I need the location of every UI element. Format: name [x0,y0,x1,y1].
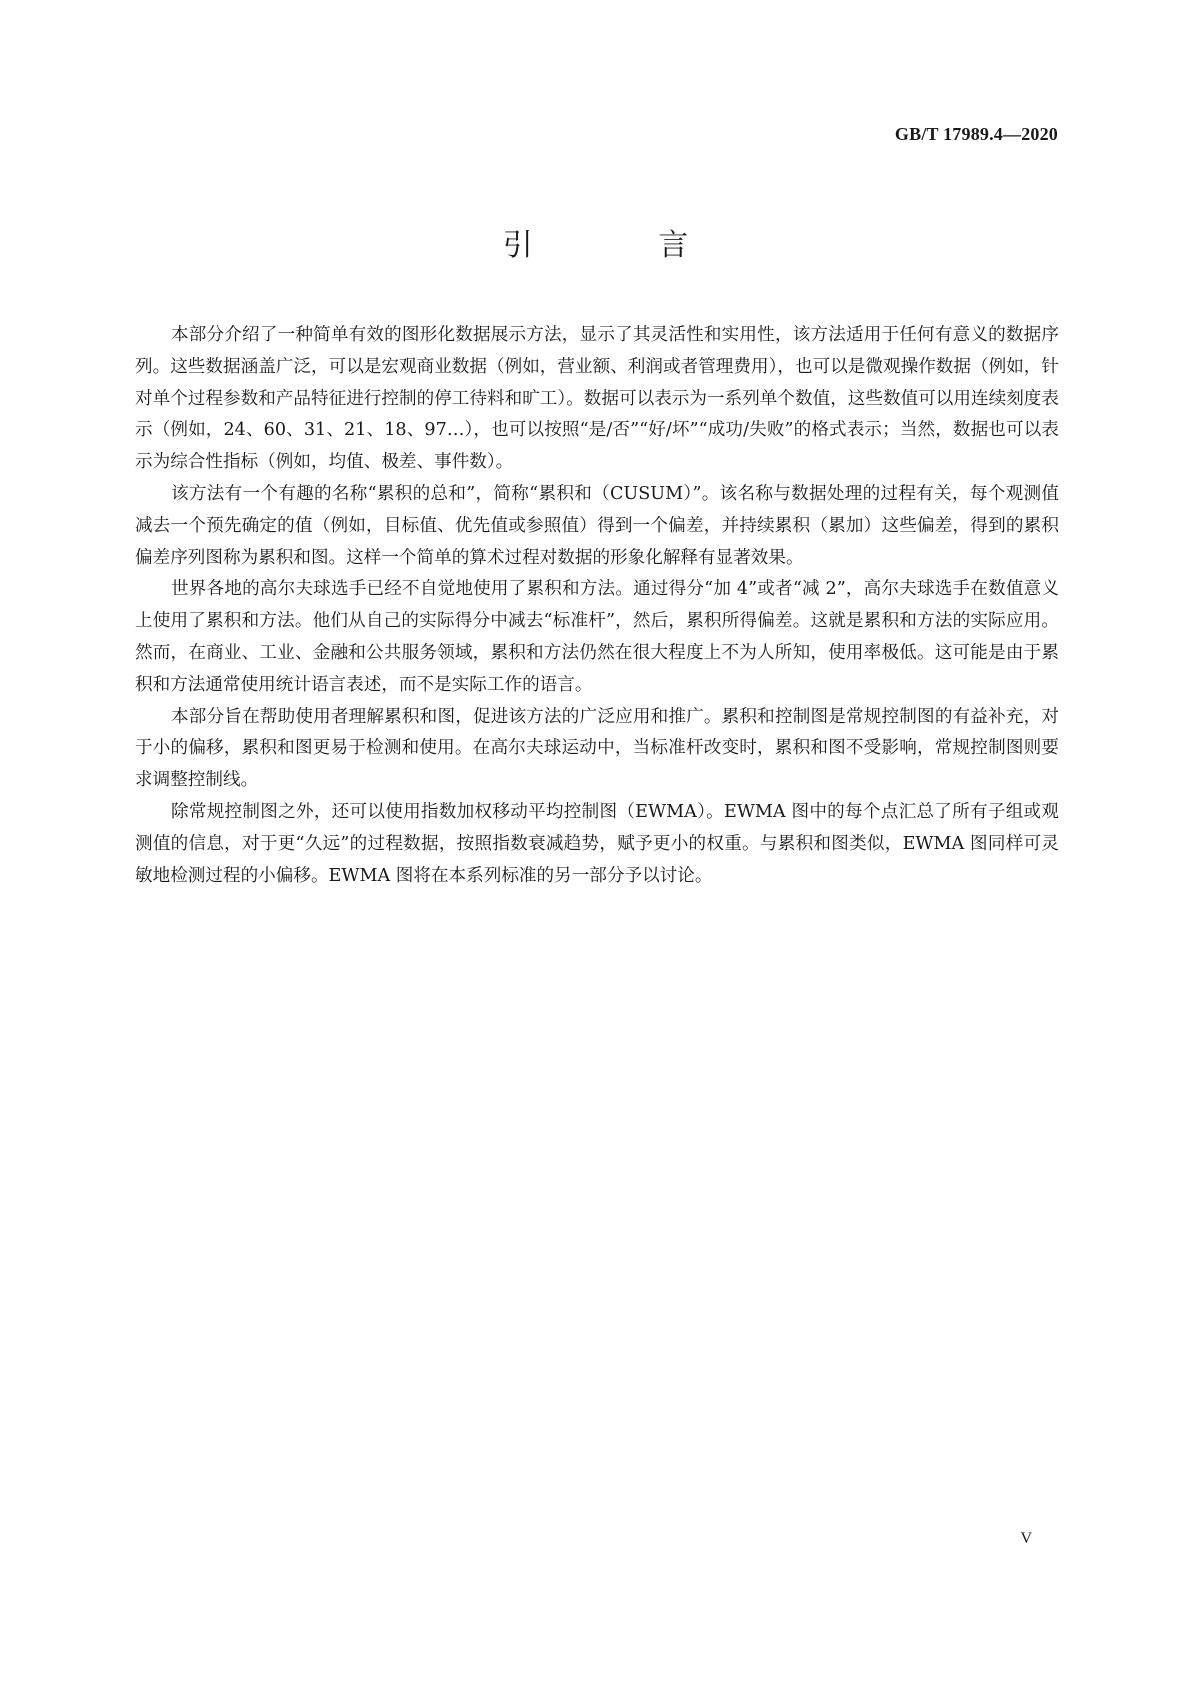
body-text [135,320,1059,892]
paragraph-3: 世界各地的高尔夫球选手已经不自觉地使用了累积和方法。通过得分“加 4”或者“减 2”，高尔夫球选手在数值意义上使用了累积和方法。他们从自己的实际得分中减去“标准杆”，然后，累积所得偏差。这就是累积和方法的实际应用。然而，在商业、工业、金融和公共服务领域，累积和方法仍然在很大程度上不为人所知，使用率极低。这可能是由于累积和方法通常使用统计语言表述，而不是实际工作的语言。 [135,579,1059,695]
paragraph-1: 本部分介绍了一种简单有效的图形化数据展示方法，显示了其灵活性和实用性，该方法适用于任何有意义的数据序列。这些数据涵盖广泛，可以是宏观商业数据（例如，营业额、利润或者管理费用），也可以是微观操作数据（例如，针对单个过程参数和产品特征进行控制的停工待料和旷工）。数据可以表示为一系列单个数值，这些数值可以用连续刻度表示（例如，24、60、31、21、18、97…），也可以按照“是/否”“好/坏”“成功/失败”的格式表示；当然，数据也可以表示为综合性指标（例如，均值、极差、事件数）。 [135,325,1059,473]
page-number: V [1020,1530,1032,1547]
standard-code: GB/T 17989.4—2020 [894,124,1058,144]
page-title: 引 言 [502,228,747,263]
paragraph-5: 除常规控制图之外，还可以使用指数加权移动平均控制图（EWMA）。EWMA 图中的每个点汇总了所有子组或观测值的信息，对于更“久远”的过程数据，按照指数衰减趋势，赋予更小的权重。与累积和图类似，EWMA 图同样可灵敏地检测过程的小偏移。EWMA 图将在本系列标准的另一部分予以讨论。 [135,801,1059,886]
paragraph-2: 该方法有一个有趣的名称“累积的总和”，简称“累积和（CUSUM）”。该名称与数据处理的过程有关，每个观测值减去一个预先确定的值（例如，目标值、优先值或参照值）得到一个偏差，并持续累积（累加）这些偏差，得到的累积偏差序列图称为累积和图。这样一个简单的算术过程对数据的形象化解释有显著效果。 [135,483,1059,568]
paragraph-4: 本部分旨在帮助使用者理解累积和图，促进该方法的广泛应用和推广。累积和控制图是常规控制图的有益补充，对于小的偏移，累积和图更易于检测和使用。在高尔夫球运动中，当标准杆改变时，累积和图不受影响，常规控制图则要求调整控制线。 [135,706,1059,791]
